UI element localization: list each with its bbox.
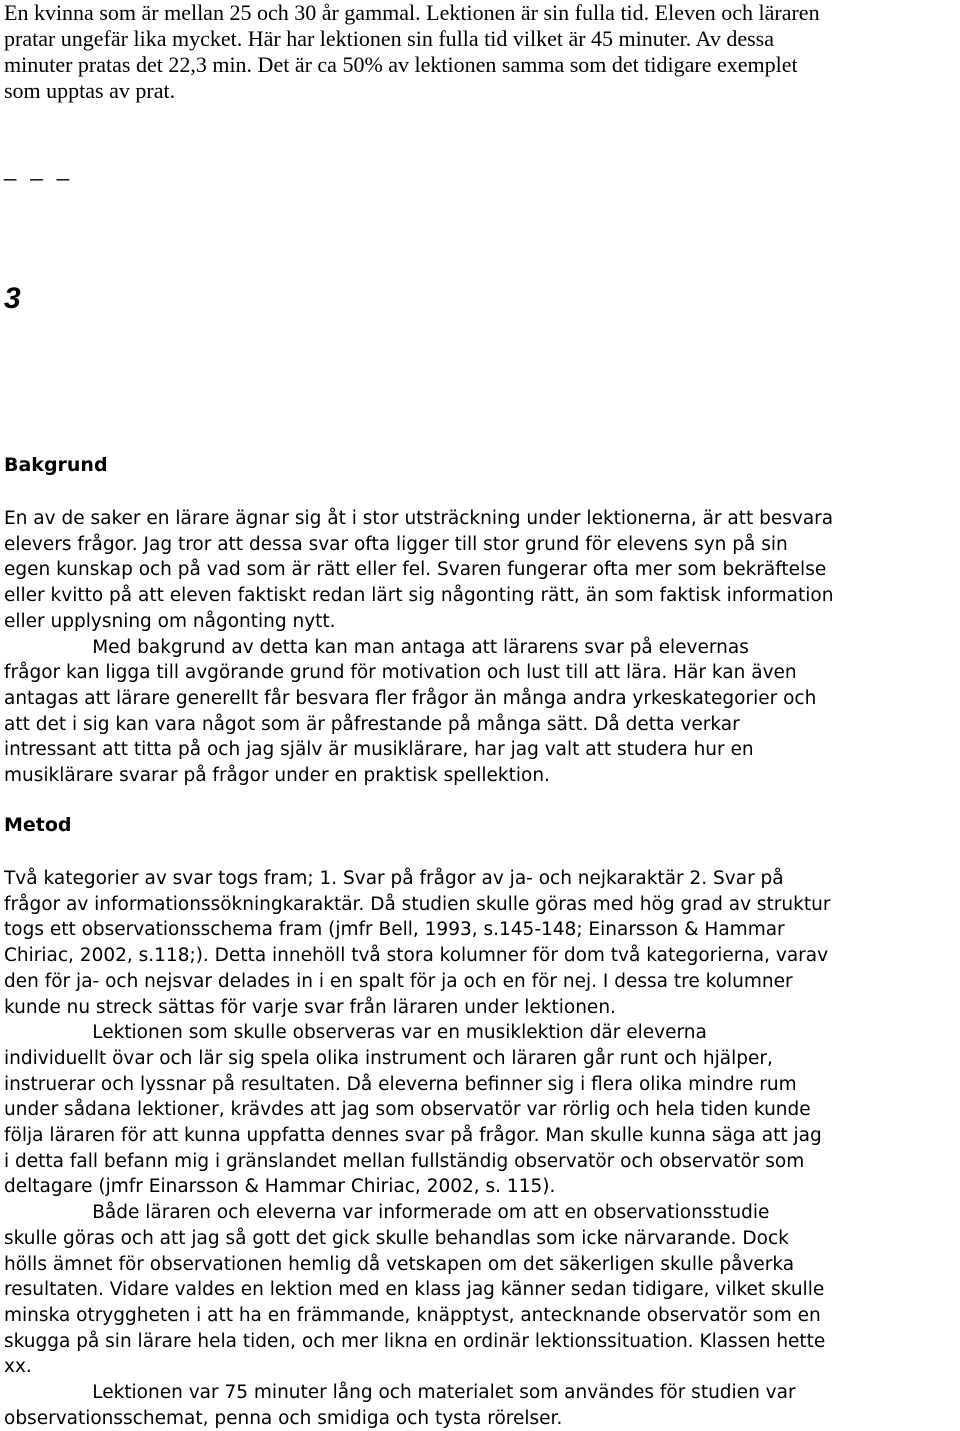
intro-line: pratar ungefär lika mycket. Här har lektionen sin fulla tid vilket är 45 minuter. Av dessa bbox=[4, 26, 774, 51]
body-line: instruerar och lyssnar på resultaten. Då eleverna befinner sig i flera olika mindre rum bbox=[4, 1073, 797, 1095]
intro-paragraph bbox=[4, 0, 954, 104]
body-line: eller kvitto på att eleven faktiskt redan lärt sig någonting rätt, än som faktisk information bbox=[4, 585, 834, 607]
intro-line: som upptas av prat. bbox=[4, 78, 176, 103]
body-line: Lektionen var 75 minuter lång och materialet som användes för studien var bbox=[4, 1382, 796, 1404]
intro-line: minuter pratas det 22,3 min. Det är ca 50% av lektionen samma som det tidigare exemplet bbox=[4, 52, 798, 77]
bakgrund-body bbox=[4, 506, 833, 789]
body-line: deltagare (jmfr Einarsson & Hammar Chiriac, 2002, s. 115). bbox=[4, 1176, 556, 1198]
body-line: i detta fall befann mig i gränslandet mellan fullständig observatör och observatör som bbox=[4, 1150, 805, 1172]
body-line: under sådana lektioner, krävdes att jag som observatör var rörlig och hela tiden kunde bbox=[4, 1099, 811, 1121]
body-line: observationsschemat, penna och smidiga och tysta rörelser. bbox=[4, 1407, 563, 1429]
body-line: elevers frågor. Jag tror att dessa svar ofta ligger till stor grund för elevens syn på sin bbox=[4, 533, 788, 555]
section-heading-bakgrund: Bakgrund bbox=[4, 454, 108, 476]
section-heading-metod: Metod bbox=[4, 814, 72, 836]
body-line: skulle göras och att jag så gott det gick skulle behandlas som icke närvarande. Dock bbox=[4, 1227, 789, 1249]
body-line: frågor av informationssökningkaraktär. Då studien skulle göras med hög grad av struktur bbox=[4, 893, 831, 915]
body-line: Två kategorier av svar togs fram; 1. Svar på frågor av ja- och nejkaraktär 2. Svar på bbox=[4, 868, 784, 889]
body-line: minska otryggheten i att ha en främmande, knäpptyst, antecknande observatör som en bbox=[4, 1304, 821, 1326]
body-line: Med bakgrund av detta kan man antaga att lärarens svar på elevernas bbox=[4, 636, 749, 658]
metod-body bbox=[4, 866, 830, 1431]
body-line: eller upplysning om någonting nytt. bbox=[4, 610, 336, 632]
separator-dashes: _ _ _ bbox=[4, 156, 73, 181]
body-line: En av de saker en lärare ägnar sig åt i stor utsträckning under lektionerna, är att besvara bbox=[4, 508, 834, 529]
body-line: skugga på sin lärare hela tiden, och mer likna en ordinär lektionssituation. Klassen hette bbox=[4, 1330, 826, 1352]
body-line: intressant att titta på och jag själv är musiklärare, har jag valt att studera hur en bbox=[4, 739, 754, 761]
intro-line: En kvinna som är mellan 25 och 30 år gammal. Lektionen är sin fulla tid. Eleven och läraren bbox=[4, 0, 820, 25]
body-line: Både läraren och eleverna var informerade om att en observationsstudie bbox=[4, 1202, 770, 1224]
body-line: individuellt övar och lär sig spela olika instrument och läraren går runt och hjälper, bbox=[4, 1047, 773, 1069]
body-line: följa läraren för att kunna uppfatta dennes svar på frågor. Man skulle kunna säga att jag bbox=[4, 1125, 822, 1147]
body-line: antagas att lärare generellt får besvara fler frågor än många andra yrkeskategorier och bbox=[4, 687, 817, 709]
body-line: frågor kan ligga till avgörande grund för motivation och lust till att lära. Här kan även bbox=[4, 662, 797, 684]
body-line: hölls ämnet för observationen hemlig då vetskapen om det säkerligen skulle påverka bbox=[4, 1253, 795, 1275]
chapter-number: 3 bbox=[4, 282, 21, 315]
body-line: Lektionen som skulle observeras var en musiklektion där eleverna bbox=[4, 1022, 707, 1044]
body-line: togs ett observationsschema fram (jmfr Bell, 1993, s.145-148; Einarsson & Hammar bbox=[4, 919, 785, 941]
body-line: musiklärare svarar på frågor under en praktisk spellektion. bbox=[4, 765, 550, 787]
body-line: att det i sig kan vara något som är påfrestande på många sätt. Då detta verkar bbox=[4, 713, 740, 735]
body-line: den för ja- och nejsvar delades in i en spalt för ja och en för nej. I dessa tre kolumner bbox=[4, 970, 793, 992]
body-line: resultaten. Vidare valdes en lektion med en klass jag känner sedan tidigare, vilket skulle bbox=[4, 1279, 825, 1301]
body-line: kunde nu streck sättas för varje svar från läraren under lektionen. bbox=[4, 996, 616, 1018]
body-line: xx. bbox=[4, 1356, 32, 1378]
body-line: Chiriac, 2002, s.118;). Detta innehöll två stora kolumner för dom två kategorierna, varav bbox=[4, 945, 829, 967]
body-line: egen kunskap och på vad som är rätt eller fel. Svaren fungerar ofta mer som bekräftelse bbox=[4, 559, 827, 581]
